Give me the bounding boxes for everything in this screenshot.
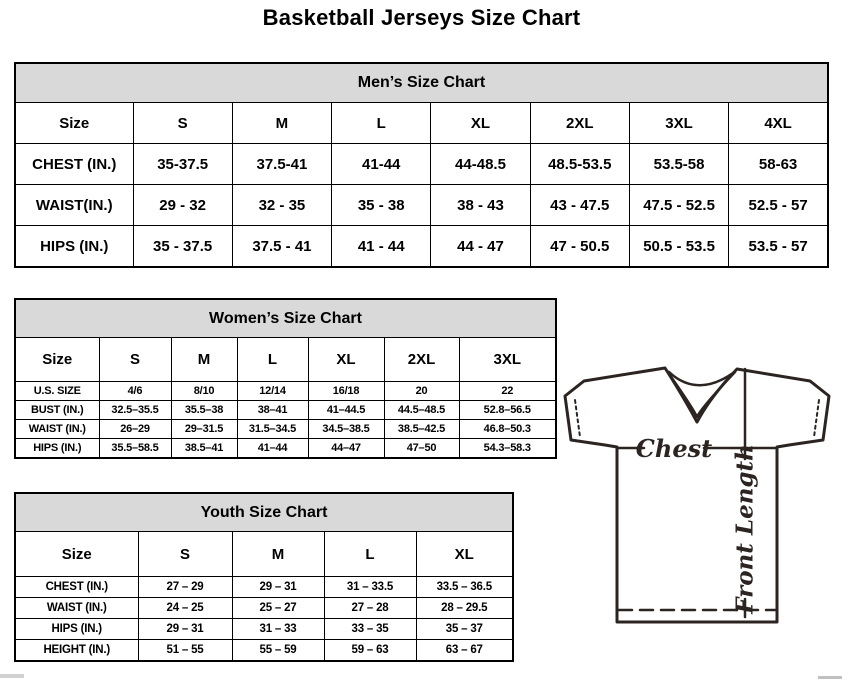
col-header: M [232, 532, 324, 577]
table-cell: 41–44 [237, 439, 308, 459]
youth-waist-row [15, 598, 513, 619]
table-cell: 58-63 [729, 144, 828, 185]
table-cell: 35 - 38 [332, 185, 431, 226]
row-label: WAIST (IN.) [15, 598, 138, 619]
row-label: HEIGHT (IN.) [15, 640, 138, 662]
jersey-outline [565, 368, 829, 622]
table-cell: 37.5-41 [232, 144, 331, 185]
womens-bust-row [15, 401, 556, 420]
row-label: CHEST (IN.) [15, 577, 138, 598]
mens-size-table [14, 62, 829, 268]
table-cell: 29 – 31 [232, 577, 324, 598]
youth-size-table [14, 492, 514, 662]
right-cuff-stitch-line [814, 400, 819, 437]
youth-header-row [15, 532, 513, 577]
jersey-diagram-icon [556, 356, 838, 628]
col-header: Size [15, 103, 133, 144]
table-cell: 52.8–56.5 [459, 401, 556, 420]
left-cuff-stitch-line [575, 400, 580, 437]
chest-label: Chest [635, 434, 713, 463]
table-cell: 50.5 - 53.5 [629, 226, 728, 268]
front-length-label: Front Length [731, 444, 759, 614]
page-title: Basketball Jerseys Size Chart [262, 5, 581, 30]
table-cell: 35.5–38 [171, 401, 237, 420]
col-header: XL [308, 338, 384, 382]
table-cell: 44.5–48.5 [384, 401, 459, 420]
table-cell: 53.5 - 57 [729, 226, 828, 268]
table-cell: 35-37.5 [133, 144, 232, 185]
womens-size-table [14, 298, 557, 459]
row-label: CHEST (IN.) [15, 144, 133, 185]
table-cell: 47.5 - 52.5 [629, 185, 728, 226]
table-cell: 38.5–42.5 [384, 420, 459, 439]
table-cell: 35 – 37 [416, 619, 513, 640]
table-cell: 4/6 [99, 382, 171, 401]
col-header: S [133, 103, 232, 144]
table-cell: 8/10 [171, 382, 237, 401]
youth-hips-row [15, 619, 513, 640]
col-header: M [232, 103, 331, 144]
table-cell: 37.5 - 41 [232, 226, 331, 268]
table-cell: 33.5 – 36.5 [416, 577, 513, 598]
table-cell: 44–47 [308, 439, 384, 459]
mens-hips-row [15, 226, 828, 268]
col-header: Size [15, 532, 138, 577]
table-cell: 53.5-58 [629, 144, 728, 185]
col-header: L [332, 103, 431, 144]
table-cell: 52.5 - 57 [729, 185, 828, 226]
womens-waist-row [15, 420, 556, 439]
youth-chest-row [15, 577, 513, 598]
row-label: HIPS (IN.) [15, 619, 138, 640]
row-label: HIPS (IN.) [15, 439, 99, 459]
table-cell: 54.3–58.3 [459, 439, 556, 459]
table-cell: 33 – 35 [324, 619, 416, 640]
table-cell: 47–50 [384, 439, 459, 459]
table-cell: 31.5–34.5 [237, 420, 308, 439]
table-cell: 59 – 63 [324, 640, 416, 662]
table-cell: 12/14 [237, 382, 308, 401]
table-cell: 46.8–50.3 [459, 420, 556, 439]
mens-table-heading: Men’s Size Chart [15, 63, 828, 103]
col-header: 3XL [629, 103, 728, 144]
col-header: L [324, 532, 416, 577]
col-header: S [99, 338, 171, 382]
jersey-measurement-diagram [556, 356, 838, 628]
table-cell: 35.5–58.5 [99, 439, 171, 459]
col-header: S [138, 532, 232, 577]
col-header: XL [416, 532, 513, 577]
womens-hips-row [15, 439, 556, 459]
table-cell: 41–44.5 [308, 401, 384, 420]
col-header: Size [15, 338, 99, 382]
womens-header-row [15, 338, 556, 382]
table-cell: 34.5–38.5 [308, 420, 384, 439]
table-cell: 32.5–35.5 [99, 401, 171, 420]
row-label: HIPS (IN.) [15, 226, 133, 268]
table-cell: 38.5–41 [171, 439, 237, 459]
mens-header-row [15, 103, 828, 144]
table-cell: 38–41 [237, 401, 308, 420]
youth-height-row [15, 640, 513, 662]
table-cell: 25 – 27 [232, 598, 324, 619]
table-cell: 55 – 59 [232, 640, 324, 662]
table-cell: 32 - 35 [232, 185, 331, 226]
table-cell: 44 - 47 [431, 226, 530, 268]
table-cell: 63 – 67 [416, 640, 513, 662]
col-header: M [171, 338, 237, 382]
mens-chest-row [15, 144, 828, 185]
table-cell: 43 - 47.5 [530, 185, 629, 226]
table-cell: 44-48.5 [431, 144, 530, 185]
womens-ussize-row [15, 382, 556, 401]
row-label: WAIST(IN.) [15, 185, 133, 226]
table-cell: 28 – 29.5 [416, 598, 513, 619]
col-header: 4XL [729, 103, 828, 144]
col-header: 3XL [459, 338, 556, 382]
table-cell: 31 – 33 [232, 619, 324, 640]
horizontal-scrollbar-thumb-left[interactable] [0, 674, 24, 678]
table-cell: 29 – 31 [138, 619, 232, 640]
table-cell: 29 - 32 [133, 185, 232, 226]
row-label: WAIST (IN.) [15, 420, 99, 439]
mens-waist-row [15, 185, 828, 226]
table-cell: 38 - 43 [431, 185, 530, 226]
youth-table-heading: Youth Size Chart [15, 493, 513, 532]
table-cell: 35 - 37.5 [133, 226, 232, 268]
col-header: L [237, 338, 308, 382]
table-cell: 27 – 29 [138, 577, 232, 598]
table-cell: 48.5-53.5 [530, 144, 629, 185]
table-cell: 41-44 [332, 144, 431, 185]
table-cell: 29–31.5 [171, 420, 237, 439]
table-cell: 20 [384, 382, 459, 401]
table-cell: 22 [459, 382, 556, 401]
table-cell: 47 - 50.5 [530, 226, 629, 268]
col-header: 2XL [530, 103, 629, 144]
col-header: 2XL [384, 338, 459, 382]
table-cell: 16/18 [308, 382, 384, 401]
row-label: U.S. SIZE [15, 382, 99, 401]
col-header: XL [431, 103, 530, 144]
womens-table-heading: Women’s Size Chart [15, 299, 556, 338]
table-cell: 24 – 25 [138, 598, 232, 619]
table-cell: 31 – 33.5 [324, 577, 416, 598]
table-cell: 27 – 28 [324, 598, 416, 619]
table-cell: 26–29 [99, 420, 171, 439]
row-label: BUST (IN.) [15, 401, 99, 420]
table-cell: 51 – 55 [138, 640, 232, 662]
table-cell: 41 - 44 [332, 226, 431, 268]
